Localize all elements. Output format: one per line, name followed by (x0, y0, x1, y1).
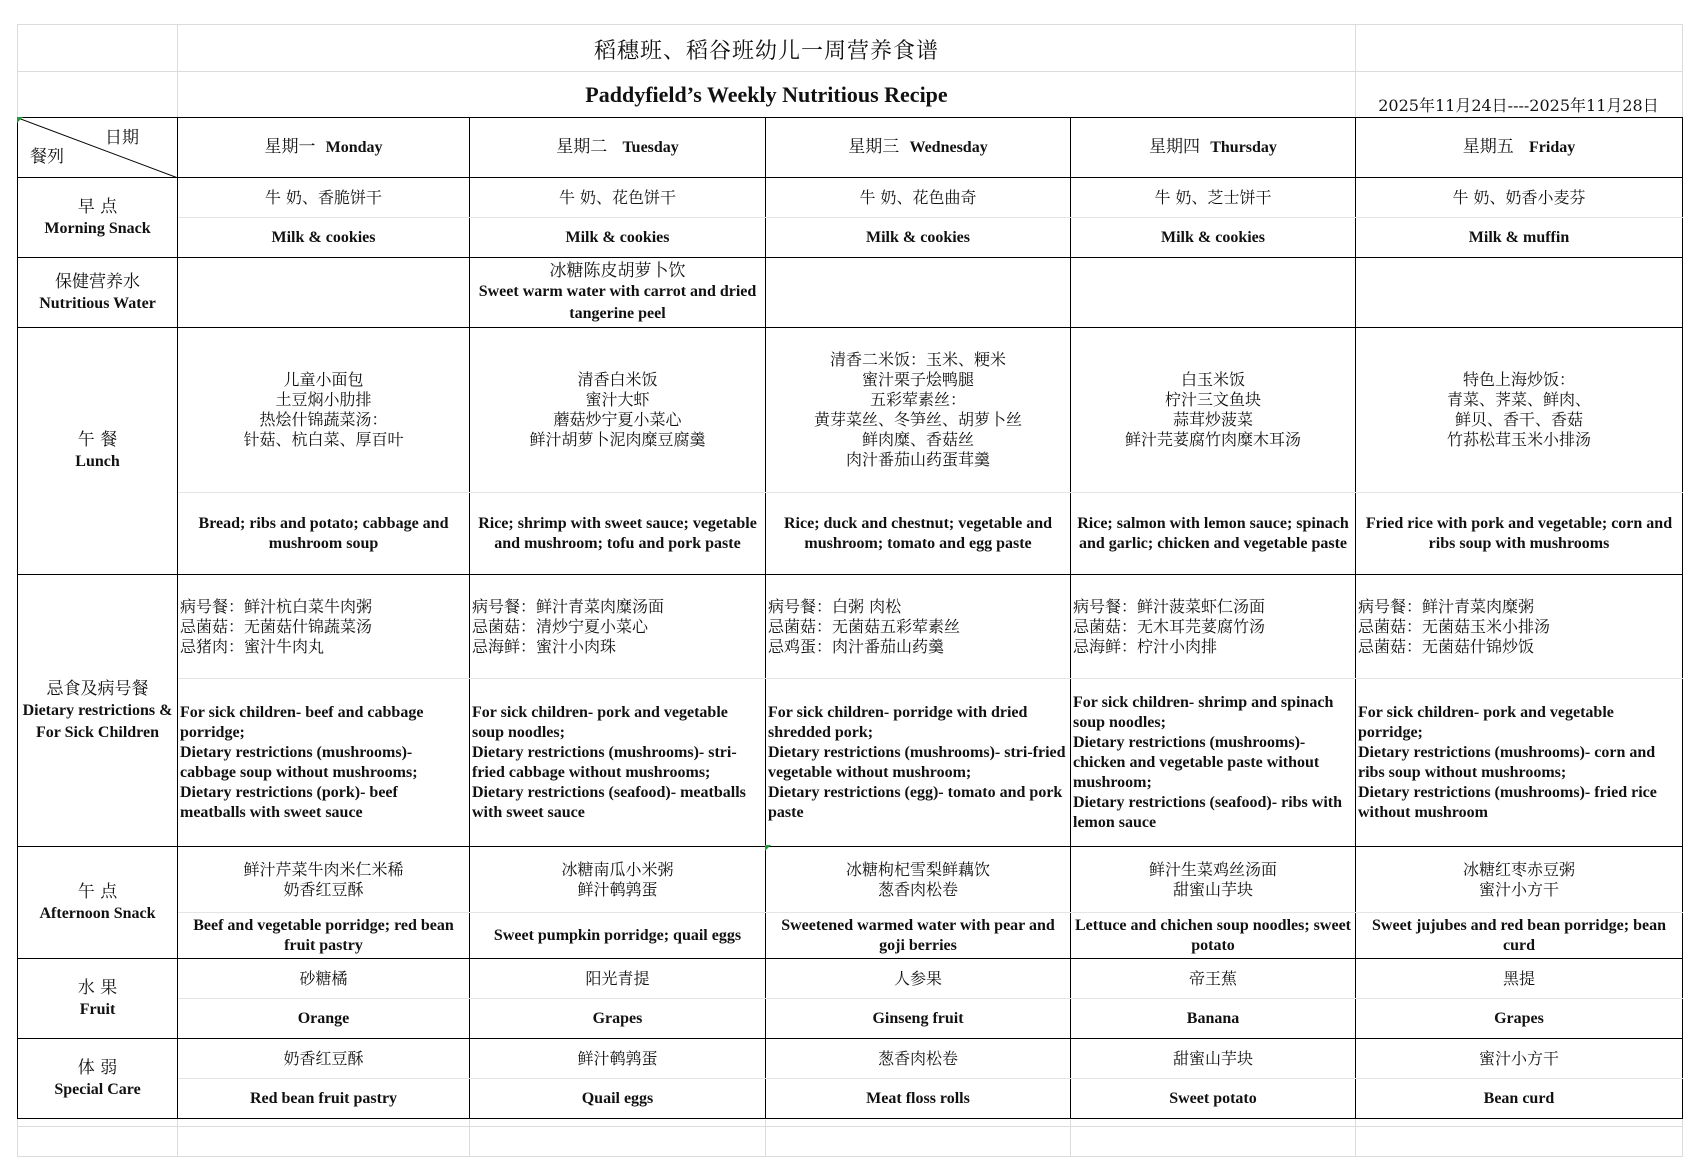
lunch-cn-monday: 儿童小面包 土豆焖小肋排 热烩什锦蔬菜汤： 针菇、杭白菜、厚百叶 (178, 328, 470, 493)
row-label-en: Lunch (75, 453, 120, 470)
gridline (17, 24, 1682, 25)
nutritious-water-row (18, 258, 1683, 328)
special-care-row-cn (18, 1039, 1683, 1079)
lunch-row-en (18, 493, 1683, 575)
row-label-cn: 早 点 (77, 196, 118, 217)
cell-marker (765, 845, 771, 851)
dietary-en-thursday: For sick children- shrimp and spinach soup noodles; Dietary restrictions (mushrooms)- chicken and vegetable paste without mushroom; Dietary restrictions (seafood)- ribs with lemon sauce (1071, 679, 1356, 847)
morning-snack-cn-tuesday: 牛 奶、花色饼干 (470, 178, 766, 218)
weekly-menu-table (17, 117, 1683, 1119)
morning-snack-en-wednesday: Milk & cookies (766, 218, 1071, 258)
day-en: Thursday (1210, 138, 1277, 156)
day-cn: 星期二 (556, 136, 608, 157)
fruit-en-tuesday: Grapes (470, 999, 766, 1039)
day-en: Tuesday (622, 138, 679, 156)
care-en-thursday: Sweet potato (1071, 1079, 1356, 1119)
fruit-en-friday: Grapes (1356, 999, 1683, 1039)
afternoon-en-tuesday: Sweet pumpkin porridge; quail eggs (470, 913, 766, 959)
afternoon-en-friday: Sweet jujubes and red bean porridge; bean curd (1356, 913, 1683, 959)
lunch-cn-tuesday: 清香白米饭 蜜汁大虾 蘑菇炒宁夏小菜心 鲜汁胡萝卜泥肉糜豆腐羹 (470, 328, 766, 493)
day-cn: 星期四 (1149, 136, 1201, 157)
gridline (765, 1120, 766, 1157)
day-header-monday (178, 118, 470, 178)
cell-marker (17, 117, 23, 123)
row-label-en: Dietary restrictions & For Sick Children (22, 701, 173, 741)
water-cell-wednesday (766, 258, 1071, 328)
water-cell-friday (1356, 258, 1683, 328)
lunch-en-wednesday: Rice; duck and chestnut; vegetable and mushroom; tomato and egg paste (766, 493, 1071, 575)
fruit-en-thursday: Banana (1071, 999, 1356, 1039)
care-cn-tuesday: 鲜汁鹌鹑蛋 (470, 1039, 766, 1079)
lunch-cn-friday: 特色上海炒饭： 青菜、荠菜、鲜肉、 鲜贝、香干、香菇 竹荪松茸玉米小排汤 (1356, 328, 1683, 493)
dietary-cn-tuesday: 病号餐：鲜汁青菜肉糜汤面 忌菌菇：清炒宁夏小菜心 忌海鲜：蜜汁小肉珠 (470, 575, 766, 679)
lunch-row-cn (18, 328, 1683, 493)
morning-snack-cn-friday: 牛 奶、奶香小麦芬 (1356, 178, 1683, 218)
lunch-cn-thursday: 白玉米饭 柠汁三文鱼块 蒜茸炒菠菜 鲜汁芫荽腐竹肉糜木耳汤 (1071, 328, 1356, 493)
afternoon-cn-tuesday: 冰糖南瓜小米粥 鲜汁鹌鹑蛋 (470, 847, 766, 913)
row-label-nutritious-water (18, 258, 178, 328)
afternoon-snack-row-cn (18, 847, 1683, 913)
day-en: Monday (325, 138, 383, 156)
row-label-en: Nutritious Water (39, 294, 156, 312)
water-cn: 冰糖陈皮胡萝卜饮 (549, 260, 686, 281)
date-range: 2025年11月24日----2025年11月28日 (1378, 96, 1659, 115)
header-row (18, 118, 1683, 178)
dietary-en-tuesday: For sick children- pork and vegetable soup noodles; Dietary restrictions (mushrooms)- stri-fried cabbage without mushrooms; Dietary restrictions (seafood)- meatballs with sweet sauce (470, 679, 766, 847)
fruit-cn-tuesday: 阳光青提 (470, 959, 766, 999)
fruit-cn-wednesday: 人参果 (766, 959, 1071, 999)
row-label-morning-snack (18, 178, 178, 258)
corner-header-cell (18, 118, 178, 178)
row-label-en: Special Care (54, 1080, 141, 1098)
special-care-row-en (18, 1079, 1683, 1119)
morning-snack-cn-monday: 牛 奶、香脆饼干 (178, 178, 470, 218)
care-en-tuesday: Quail eggs (470, 1079, 766, 1119)
dietary-row-en (18, 679, 1683, 847)
row-label-fruit (18, 959, 178, 1039)
dietary-cn-monday: 病号餐：鲜汁杭白菜牛肉粥 忌菌菇：无菌菇什锦蔬菜汤 忌猪肉：蜜汁牛肉丸 (178, 575, 470, 679)
row-label-special-care (18, 1039, 178, 1119)
day-header-friday (1356, 118, 1683, 178)
fruit-en-monday: Orange (178, 999, 470, 1039)
dietary-en-friday: For sick children- pork and vegetable porridge; Dietary restrictions (mushrooms)- corn and ribs soup without mushrooms; Dietary restrictions (mushrooms)- fried rice without mushroom (1356, 679, 1683, 847)
lunch-en-tuesday: Rice; shrimp with sweet sauce; vegetable and mushroom; tofu and pork paste (470, 493, 766, 575)
gridline (17, 1126, 1682, 1127)
morning-snack-en-thursday: Milk & cookies (1071, 218, 1356, 258)
care-en-friday: Bean curd (1356, 1079, 1683, 1119)
care-cn-thursday: 甜蜜山芋块 (1071, 1039, 1356, 1079)
fruit-row-en (18, 999, 1683, 1039)
lunch-cn-wednesday: 清香二米饭：玉米、粳米 蜜汁栗子烩鸭腿 五彩荤素丝： 黄芽菜丝、冬笋丝、胡萝卜丝 鲜肉糜、香菇丝 肉汁番茄山药蛋茸羹 (766, 328, 1071, 493)
page-title-english: Paddyfield’s Weekly Nutritious Recipe (585, 82, 948, 107)
corner-date-label: 日期 (105, 128, 139, 148)
afternoon-en-wednesday: Sweetened warmed water with pear and goji berries (766, 913, 1071, 959)
row-label-cn: 水 果 (77, 977, 118, 998)
fruit-en-wednesday: Ginseng fruit (766, 999, 1071, 1039)
morning-snack-en-friday: Milk & muffin (1356, 218, 1683, 258)
morning-snack-en-tuesday: Milk & cookies (470, 218, 766, 258)
morning-snack-row-cn (18, 178, 1683, 218)
care-en-wednesday: Meat floss rolls (766, 1079, 1071, 1119)
fruit-cn-friday: 黑提 (1356, 959, 1683, 999)
dietary-row-cn (18, 575, 1683, 679)
morning-snack-cn-wednesday: 牛 奶、花色曲奇 (766, 178, 1071, 218)
water-en: Sweet warm water with carrot and dried tangerine peel (478, 282, 757, 322)
fruit-cn-monday: 砂糖橘 (178, 959, 470, 999)
dietary-cn-wednesday: 病号餐：白粥 肉松 忌菌菇：无菌菇五彩荤素丝 忌鸡蛋：肉汁番茄山药羹 (766, 575, 1071, 679)
afternoon-cn-monday: 鲜汁芹菜牛肉米仁米稀 奶香红豆酥 (178, 847, 470, 913)
dietary-en-monday: For sick children- beef and cabbage porridge; Dietary restrictions (mushrooms)- cabbage soup without mushrooms; Dietary restrictions (pork)- beef meatballs with sweet sauce (178, 679, 470, 847)
gridline (17, 71, 1682, 72)
lunch-en-thursday: Rice; salmon with lemon sauce; spinach and garlic; chicken and vegetable paste (1071, 493, 1356, 575)
lunch-en-friday: Fried rice with pork and vegetable; corn and ribs soup with mushrooms (1356, 493, 1683, 575)
row-label-cn: 体 弱 (77, 1057, 118, 1078)
corner-meal-label: 餐列 (30, 147, 64, 167)
care-en-monday: Red bean fruit pastry (178, 1079, 470, 1119)
water-cell-thursday (1071, 258, 1356, 328)
afternoon-cn-wednesday: 冰糖枸杞雪梨鲜藕饮 葱香肉松卷 (766, 847, 1071, 913)
afternoon-en-thursday: Lettuce and chichen soup noodles; sweet potato (1071, 913, 1356, 959)
morning-snack-row-en (18, 218, 1683, 258)
afternoon-en-monday: Beef and vegetable porridge; red bean fruit pastry (178, 913, 470, 959)
morning-snack-en-monday: Milk & cookies (178, 218, 470, 258)
day-en: Wednesday (909, 138, 988, 156)
day-header-thursday (1071, 118, 1356, 178)
dietary-cn-thursday: 病号餐：鲜汁菠菜虾仁汤面 忌菌菇：无木耳芫荽腐竹汤 忌海鲜：柠汁小肉排 (1071, 575, 1356, 679)
fruit-cn-thursday: 帝王蕉 (1071, 959, 1356, 999)
morning-snack-cn-thursday: 牛 奶、芝士饼干 (1071, 178, 1356, 218)
day-cn: 星期五 (1462, 136, 1514, 157)
day-en: Friday (1529, 138, 1576, 156)
care-cn-wednesday: 葱香肉松卷 (766, 1039, 1071, 1079)
afternoon-cn-thursday: 鲜汁生菜鸡丝汤面 甜蜜山芋块 (1071, 847, 1356, 913)
row-label-cn: 忌食及病号餐 (46, 678, 149, 699)
dietary-en-wednesday: For sick children- porridge with dried shredded pork; Dietary restrictions (mushrooms)- stri-fried vegetable without mushroom; Dietary restrictions (egg)- tomato and pork paste (766, 679, 1071, 847)
row-label-cn: 保健营养水 (55, 271, 140, 292)
page-title-chinese: 稻穗班、稻谷班幼儿一周营养食谱 (593, 39, 939, 64)
care-cn-monday: 奶香红豆酥 (178, 1039, 470, 1079)
afternoon-cn-friday: 冰糖红枣赤豆粥 蜜汁小方干 (1356, 847, 1683, 913)
row-label-en: Morning Snack (44, 219, 151, 237)
gridline (1070, 1120, 1071, 1157)
day-cn: 星期一 (264, 136, 316, 157)
day-header-tuesday (470, 118, 766, 178)
care-cn-friday: 蜜汁小方干 (1356, 1039, 1683, 1079)
water-cell-tuesday (470, 258, 766, 328)
afternoon-snack-row-en (18, 913, 1683, 959)
row-label-lunch (18, 328, 178, 575)
row-label-en: Fruit (79, 1000, 116, 1018)
fruit-row-cn (18, 959, 1683, 999)
row-label-cn: 午 点 (77, 881, 118, 902)
water-cell-monday (178, 258, 470, 328)
dietary-cn-friday: 病号餐：鲜汁青菜肉糜粥 忌菌菇：无菌菇玉米小排汤 忌菌菇：无菌菇什锦炒饭 (1356, 575, 1683, 679)
row-label-dietary (18, 575, 178, 847)
row-label-afternoon-snack (18, 847, 178, 959)
row-label-cn: 午 餐 (77, 430, 118, 450)
day-cn: 星期三 (848, 136, 900, 157)
row-label-en: Afternoon Snack (39, 904, 156, 922)
day-header-wednesday (766, 118, 1071, 178)
gridline (469, 1120, 470, 1157)
lunch-en-monday: Bread; ribs and potato; cabbage and mushroom soup (178, 493, 470, 575)
